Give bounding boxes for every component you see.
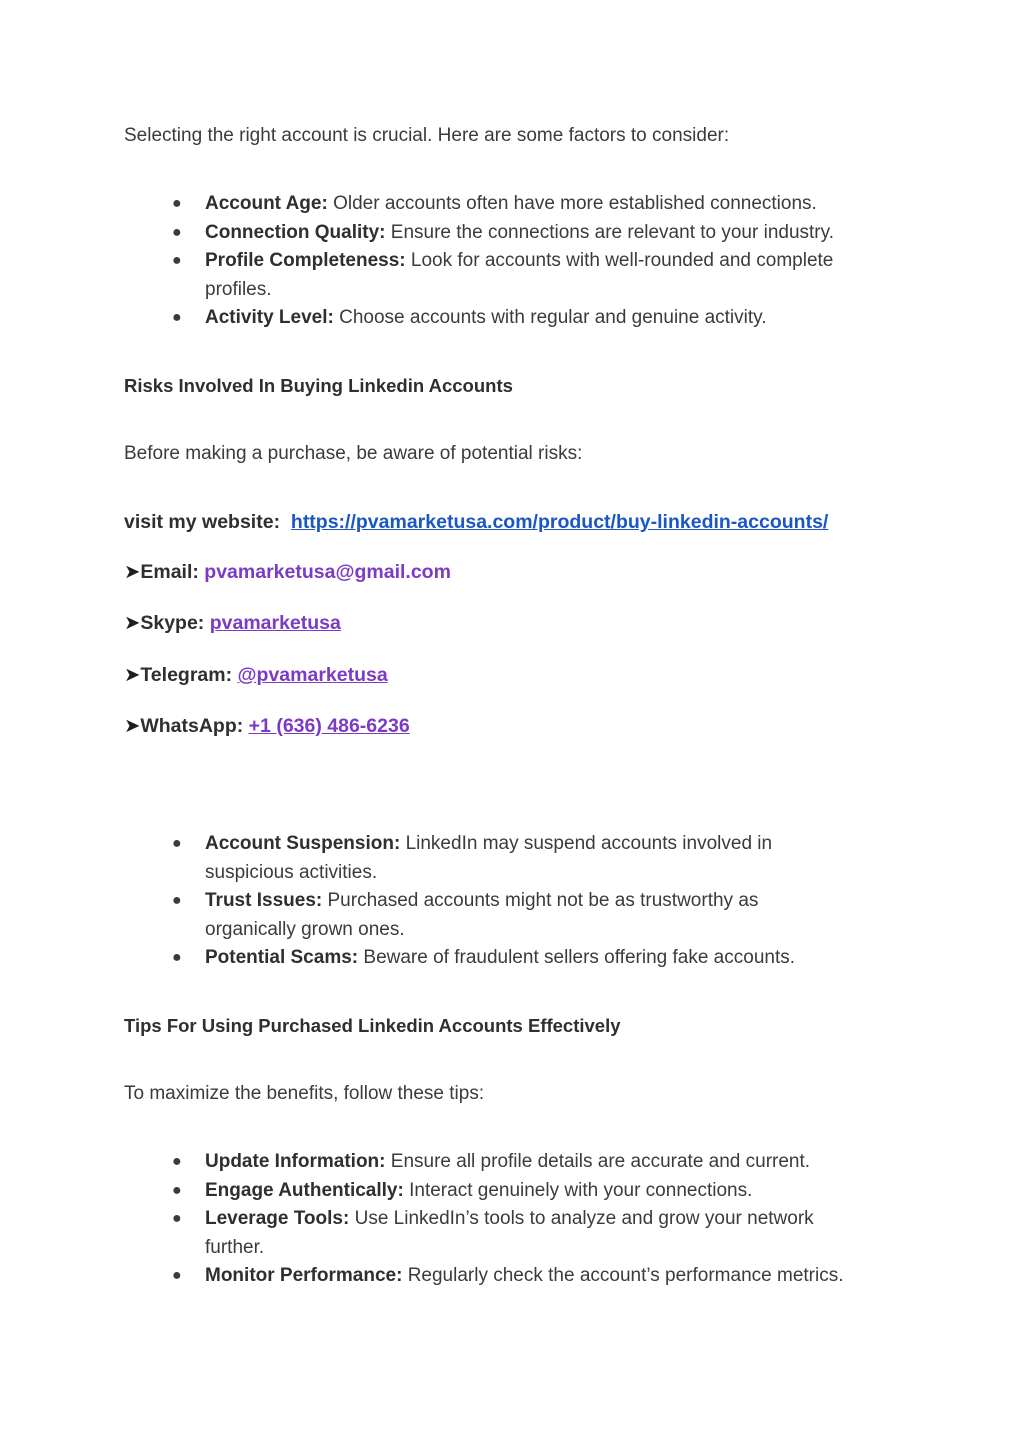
factor-term: Profile Completeness: bbox=[205, 250, 406, 271]
risk-term: Trust Issues: bbox=[205, 890, 323, 911]
risk-term: Account Suspension: bbox=[205, 833, 401, 854]
email-label: Email: bbox=[140, 561, 199, 583]
tips-intro-paragraph: To maximize the benefits, follow these tips: bbox=[124, 1083, 485, 1104]
risk-text: Beware of fraudulent sellers offering fake accounts. bbox=[363, 947, 796, 968]
list-item bbox=[124, 1262, 864, 1291]
arrow-icon: ➤ bbox=[124, 561, 141, 583]
tip-text: Regularly check the account’s performance metrics. bbox=[407, 1265, 844, 1286]
skype-link[interactable]: pvamarketusa bbox=[209, 612, 341, 634]
list-item bbox=[124, 219, 894, 248]
list-item bbox=[124, 304, 894, 333]
bullet-icon: ● bbox=[172, 892, 182, 909]
tip-text: Interact genuinely with your connections. bbox=[409, 1179, 753, 1201]
website-link[interactable]: https://pvamarketusa.com/product/buy-linkedin-accounts/ bbox=[290, 511, 829, 533]
factor-term: Account Age: bbox=[205, 193, 328, 214]
tips-list bbox=[124, 1148, 864, 1291]
bullet-icon: ● bbox=[172, 1210, 182, 1227]
list-item bbox=[124, 887, 824, 944]
tip-term: Leverage Tools: bbox=[205, 1208, 350, 1229]
bullet-icon: ● bbox=[172, 252, 182, 269]
email-link[interactable]: pvamarketusa@gmail.com bbox=[204, 561, 451, 583]
arrow-icon: ➤ bbox=[124, 715, 141, 737]
whatsapp-label: WhatsApp: bbox=[140, 715, 244, 737]
risk-text: LinkedIn may suspend accounts involved in suspicious activities. bbox=[205, 833, 773, 883]
telegram-link[interactable]: @pvamarketusa bbox=[237, 664, 388, 686]
factor-text: Older accounts often have more established connections. bbox=[333, 193, 817, 214]
website-line bbox=[124, 508, 828, 536]
list-item bbox=[124, 830, 824, 887]
list-item bbox=[124, 1148, 864, 1177]
bullet-icon: ● bbox=[172, 1181, 182, 1199]
list-item bbox=[124, 944, 824, 973]
whatsapp-line bbox=[124, 712, 410, 740]
tip-term: Update Information: bbox=[205, 1151, 386, 1172]
bullet-icon: ● bbox=[172, 1267, 182, 1284]
factor-text: Ensure the connections are relevant to your industry. bbox=[390, 221, 835, 243]
whatsapp-link[interactable]: +1 (636) 486-6236 bbox=[248, 715, 410, 737]
factors-list bbox=[124, 190, 894, 333]
list-item bbox=[124, 247, 894, 304]
tip-text: Ensure all profile details are accurate and current. bbox=[390, 1151, 811, 1172]
arrow-icon: ➤ bbox=[124, 612, 141, 634]
email-line bbox=[124, 558, 451, 586]
tip-text: Use LinkedIn’s tools to analyze and grow your network further. bbox=[205, 1208, 814, 1258]
factor-term: Connection Quality: bbox=[205, 221, 386, 243]
list-item bbox=[124, 1205, 864, 1262]
list-item bbox=[124, 190, 894, 219]
website-label: visit my website: bbox=[124, 511, 281, 533]
bullet-icon: ● bbox=[172, 949, 182, 966]
risk-text: Purchased accounts might not be as trustworthy as organically grown ones. bbox=[205, 890, 759, 940]
telegram-line bbox=[124, 661, 388, 689]
skype-label: Skype: bbox=[140, 612, 205, 634]
factor-term: Activity Level: bbox=[205, 307, 334, 328]
bullet-icon: ● bbox=[172, 835, 182, 852]
risk-term: Potential Scams: bbox=[205, 947, 359, 968]
telegram-label: Telegram: bbox=[140, 664, 233, 686]
risks-list bbox=[124, 830, 824, 973]
factor-text: Choose accounts with regular and genuine activity. bbox=[339, 307, 767, 328]
risks-intro-paragraph: Before making a purchase, be aware of potential risks: bbox=[124, 443, 583, 464]
tips-heading: Tips For Using Purchased Linkedin Accounts Effectively bbox=[124, 1015, 621, 1036]
bullet-icon: ● bbox=[172, 309, 182, 326]
factor-text: Look for accounts with well-rounded and complete profiles. bbox=[205, 250, 834, 300]
list-item bbox=[124, 1177, 864, 1206]
tip-term: Monitor Performance: bbox=[205, 1265, 403, 1286]
risks-heading: Risks Involved In Buying Linkedin Accounts bbox=[124, 375, 513, 396]
arrow-icon: ➤ bbox=[124, 664, 141, 686]
bullet-icon: ● bbox=[172, 195, 182, 212]
bullet-icon: ● bbox=[172, 1153, 182, 1170]
tip-term: Engage Authentically: bbox=[205, 1179, 404, 1201]
intro-paragraph: Selecting the right account is crucial. Here are some factors to consider: bbox=[124, 125, 730, 146]
skype-line bbox=[124, 609, 341, 637]
bullet-icon: ● bbox=[172, 223, 182, 241]
